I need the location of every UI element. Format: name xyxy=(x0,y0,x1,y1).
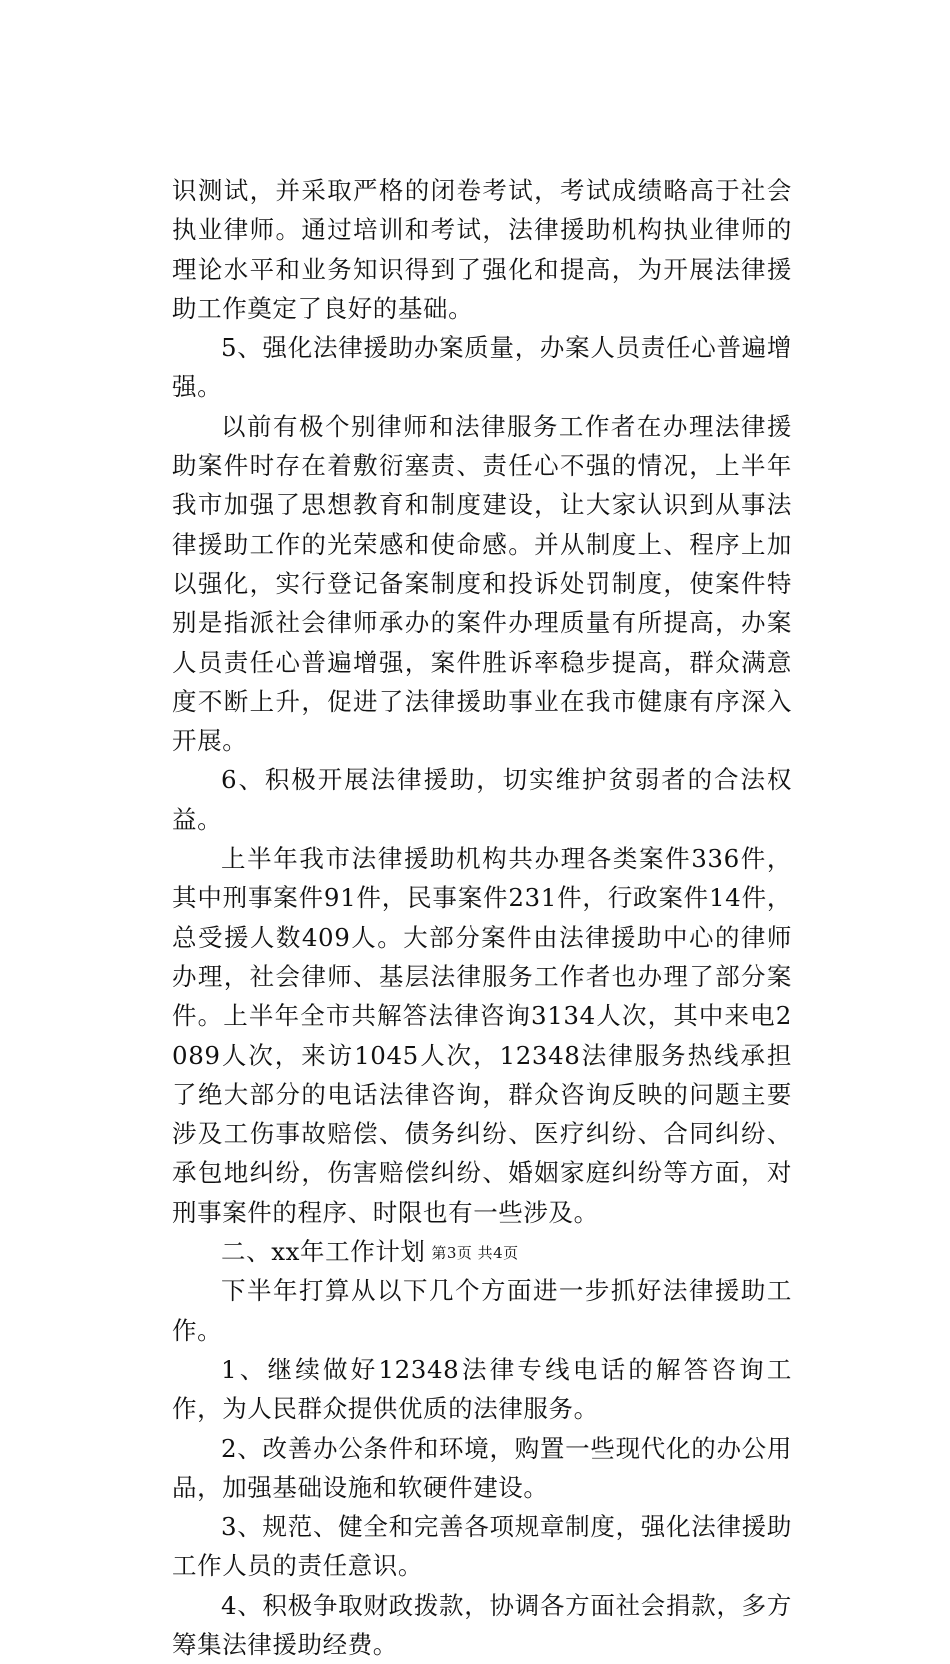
paragraph-training-results: 识测试，并采取严格的闭卷考试，考试成绩略高于社会执业律师。通过培训和考试，法律援助机构执业律师的理论水平和业务知识得到了强化和提高，为开展法律援助工作奠定了良好的基础。 xyxy=(172,176,792,323)
page-number-footer: 第3页 共4页 xyxy=(431,1244,519,1262)
paragraph-plan-item-2: 2、改善办公条件和环境，购置一些现代化的办公用品，加强基础设施和软硬件建设。 xyxy=(172,1433,792,1502)
paragraph-plan-item-1: 1、继续做好12348法律专线电话的解答咨询工作，为人民群众提供优质的法律服务。 xyxy=(172,1354,792,1424)
paragraph-plan-item-4: 4、积极争取财政拨款，协调各方面社会捐款，多方筹集法律援助经费。 xyxy=(172,1590,792,1659)
paragraph-section-two-heading: 二、xx年工作计划 xyxy=(221,1237,426,1267)
paragraph-plan-item-3: 3、规范、健全和完善各项规章制度，强化法律援助工作人员的责任意识。 xyxy=(172,1512,792,1581)
paragraph-heading-5: 5、强化法律援助办案质量，办案人员责任心普遍增强。 xyxy=(172,333,792,402)
paragraph-heading-6: 6、积极开展法律援助，切实维护贫弱者的合法权益。 xyxy=(172,765,792,834)
paragraph-case-statistics: 上半年我市法律援助机构共办理各类案件336件，其中刑事案件91件，民事案件231件，行政案件14件，总受援人数409人。大部分案件由法律援助中心的律师办理，社会律师、基层法律服务工作者也办理了部分案件。上半年全市共解答法律咨询3134人次，其中来电2089人次，来访1045人次，12348法律服务热线承担了绝大部分的电话法律咨询，群众咨询反映的问题主要涉及工伤事故赔偿、债务纠纷、医疗纠纷、合同纠纷、承包地纠纷，伤害赔偿纠纷、婚姻家庭纠纷等方面，对刑事案件的程序、时限也有一些涉及。 xyxy=(172,844,792,1227)
paragraph-plan-intro: 下半年打算从以下几个方面进一步抓好法律援助工作。 xyxy=(172,1276,792,1345)
document-body xyxy=(172,171,792,1664)
paragraph-case-quality: 以前有极个别律师和法律服务工作者在办理法律援助案件时存在着敷衍塞责、责任心不强的情况，上半年我市加强了思想教育和制度建设，让大家认识到从事法律援助工作的光荣感和使命感。并从制度上、程序上加以强化，实行登记备案制度和投诉处罚制度，使案件特别是指派社会律师承办的案件办理质量有所提高，办案人员责任心普遍增强，案件胜诉率稳步提高，群众满意度不断上升，促进了法律援助事业在我市健康有序深入开展。 xyxy=(172,411,792,756)
